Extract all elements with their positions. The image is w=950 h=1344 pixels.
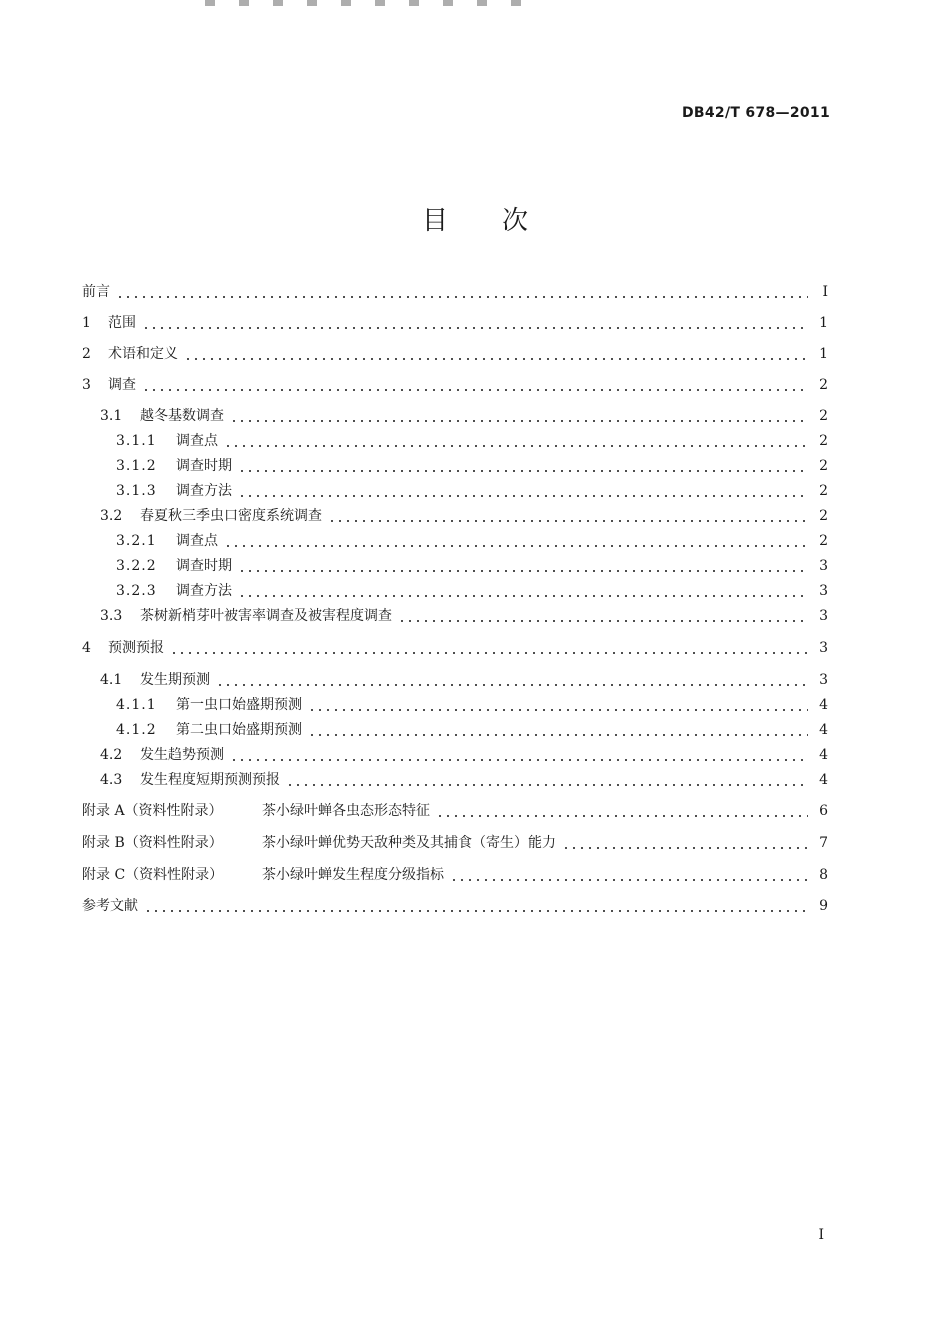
- toc-entry-label: 调查方法: [176, 583, 232, 599]
- toc-entry-page: 4: [819, 772, 828, 788]
- toc-entry-number: 附录 A（资料性附录）: [82, 803, 223, 819]
- toc-entry-page: 2: [819, 408, 828, 424]
- leader-dots: [398, 620, 808, 622]
- toc-entry[interactable]: [82, 554, 828, 578]
- toc-entry-number: 3.1.2: [116, 458, 157, 474]
- toc-entry[interactable]: [82, 504, 828, 528]
- toc-entry[interactable]: [82, 280, 828, 304]
- leader-dots: [562, 847, 808, 849]
- toc-entry-appendix[interactable]: [82, 831, 828, 855]
- toc-entry-number: 3.2: [100, 508, 123, 524]
- toc-entry[interactable]: [82, 579, 828, 603]
- toc-entry-page: 2: [819, 377, 828, 393]
- toc-entry-number: 4.2: [100, 747, 123, 763]
- leader-dots: [224, 545, 808, 547]
- toc-entry-number: 4.3: [100, 772, 123, 788]
- leader-dots: [142, 327, 808, 329]
- toc-entry-label: 调查时期: [176, 458, 232, 474]
- toc-entry[interactable]: [82, 743, 828, 767]
- page-title: 目次: [421, 206, 582, 236]
- toc-entry[interactable]: [82, 373, 828, 397]
- toc-entry-label: 茶小绿叶蝉优势天敌种类及其捕食（寄生）能力: [262, 835, 556, 851]
- leader-dots: [184, 358, 808, 360]
- toc-entry-page: 6: [819, 803, 828, 819]
- leader-dots: [328, 520, 808, 522]
- leader-dots: [144, 910, 808, 912]
- toc-entry-page: 7: [819, 835, 828, 851]
- toc-entry-number: 附录 C（资料性附录）: [82, 867, 224, 883]
- toc-entry[interactable]: [82, 529, 828, 553]
- leader-dots: [116, 296, 808, 298]
- leader-dots: [308, 734, 808, 736]
- toc-entry-label: 范围: [108, 315, 136, 331]
- toc-entry-page: 9: [819, 898, 828, 914]
- toc-entry-number: 4.1: [100, 672, 123, 688]
- leader-dots: [142, 389, 808, 391]
- toc-entry[interactable]: [82, 768, 828, 792]
- toc-entry-number: 2: [82, 346, 91, 362]
- page-number: I: [818, 1227, 824, 1243]
- toc-entry-page: 3: [819, 640, 828, 656]
- toc-entry[interactable]: [82, 454, 828, 478]
- toc-entry-label: 发生趋势预测: [140, 747, 224, 763]
- toc-entry[interactable]: [82, 479, 828, 503]
- toc-entry-label: 调查: [108, 377, 136, 393]
- toc-entry-number: 3: [82, 377, 91, 393]
- leader-dots: [436, 815, 808, 817]
- toc-entry[interactable]: [82, 311, 828, 335]
- toc-entry-label: 参考文献: [82, 898, 138, 914]
- leader-dots: [230, 759, 808, 761]
- toc-entry-label: 调查点: [176, 433, 218, 449]
- toc-entry-page: 3: [819, 608, 828, 624]
- toc-entry-page: 1: [819, 346, 828, 362]
- toc-entry[interactable]: [82, 604, 828, 628]
- toc-entry-label: 发生程度短期预测预报: [140, 772, 280, 788]
- leader-dots: [286, 784, 808, 786]
- toc-entry-label: 预测预报: [108, 640, 164, 656]
- toc-entry-number: 3.2.2: [116, 558, 157, 574]
- toc-entry[interactable]: [82, 668, 828, 692]
- toc-entry-label: 调查时期: [176, 558, 232, 574]
- toc-entry-page: 4: [819, 697, 828, 713]
- toc-entry-label: 茶小绿叶蝉各虫态形态特征: [262, 803, 430, 819]
- toc-entry-number: 4.1.1: [116, 697, 157, 713]
- toc-entry-appendix[interactable]: [82, 863, 828, 887]
- toc-entry-label: 第二虫口始盛期预测: [176, 722, 302, 738]
- leader-dots: [238, 595, 808, 597]
- toc-entry-page: 3: [819, 672, 828, 688]
- toc-entry-label: 第一虫口始盛期预测: [176, 697, 302, 713]
- toc-entry[interactable]: [82, 429, 828, 453]
- toc-entry-label: 调查方法: [176, 483, 232, 499]
- scan-artifact: [205, 0, 535, 6]
- toc-entry-page: 2: [819, 483, 828, 499]
- toc-entry-number: 附录 B（资料性附录）: [82, 835, 223, 851]
- leader-dots: [238, 570, 808, 572]
- toc-entry-number: 3.1.3: [116, 483, 157, 499]
- toc-entry[interactable]: [82, 718, 828, 742]
- toc-entry-page: 3: [819, 583, 828, 599]
- toc-entry-number: 3.3: [100, 608, 123, 624]
- toc-entry[interactable]: [82, 894, 828, 918]
- leader-dots: [230, 420, 808, 422]
- toc-entry-number: 4: [82, 640, 91, 656]
- toc-entry[interactable]: [82, 404, 828, 428]
- toc-entry-page: 2: [819, 433, 828, 449]
- toc-entry-label: 越冬基数调查: [140, 408, 224, 424]
- toc-entry-label: 茶树新梢芽叶被害率调查及被害程度调查: [140, 608, 392, 624]
- toc-entry-page: I: [822, 284, 828, 300]
- leader-dots: [308, 709, 808, 711]
- toc-entry-page: 8: [819, 867, 828, 883]
- toc-entry-label: 春夏秋三季虫口密度系统调查: [140, 508, 322, 524]
- leader-dots: [170, 652, 808, 654]
- toc-entry-number: 3.2.3: [116, 583, 157, 599]
- toc-entry-label: 茶小绿叶蝉发生程度分级指标: [262, 867, 444, 883]
- toc-entry-page: 2: [819, 458, 828, 474]
- toc-entry-appendix[interactable]: [82, 799, 828, 823]
- toc-entry-page: 4: [819, 722, 828, 738]
- standard-code: DB42/T 678—2011: [682, 105, 830, 121]
- toc-entry-label: 术语和定义: [108, 346, 178, 362]
- toc-entry-number: 1: [82, 315, 91, 331]
- toc-entry-number: 3.2.1: [116, 533, 157, 549]
- toc-entry-label: 前言: [82, 284, 110, 300]
- toc-entry-page: 1: [819, 315, 828, 331]
- toc-entry[interactable]: [82, 693, 828, 717]
- toc-entry-page: 2: [819, 533, 828, 549]
- toc-entry-page: 4: [819, 747, 828, 763]
- toc-entry[interactable]: [82, 636, 828, 660]
- leader-dots: [216, 684, 808, 686]
- toc-entry-label: 调查点: [176, 533, 218, 549]
- toc-entry-number: 4.1.2: [116, 722, 157, 738]
- toc-entry-number: 3.1.1: [116, 433, 157, 449]
- leader-dots: [450, 879, 808, 881]
- toc-entry-number: 3.1: [100, 408, 123, 424]
- leader-dots: [224, 445, 808, 447]
- toc-entry[interactable]: [82, 342, 828, 366]
- toc-entry-page: 2: [819, 508, 828, 524]
- toc-entry-page: 3: [819, 558, 828, 574]
- toc-entry-label: 发生期预测: [140, 672, 210, 688]
- leader-dots: [238, 495, 808, 497]
- leader-dots: [238, 470, 808, 472]
